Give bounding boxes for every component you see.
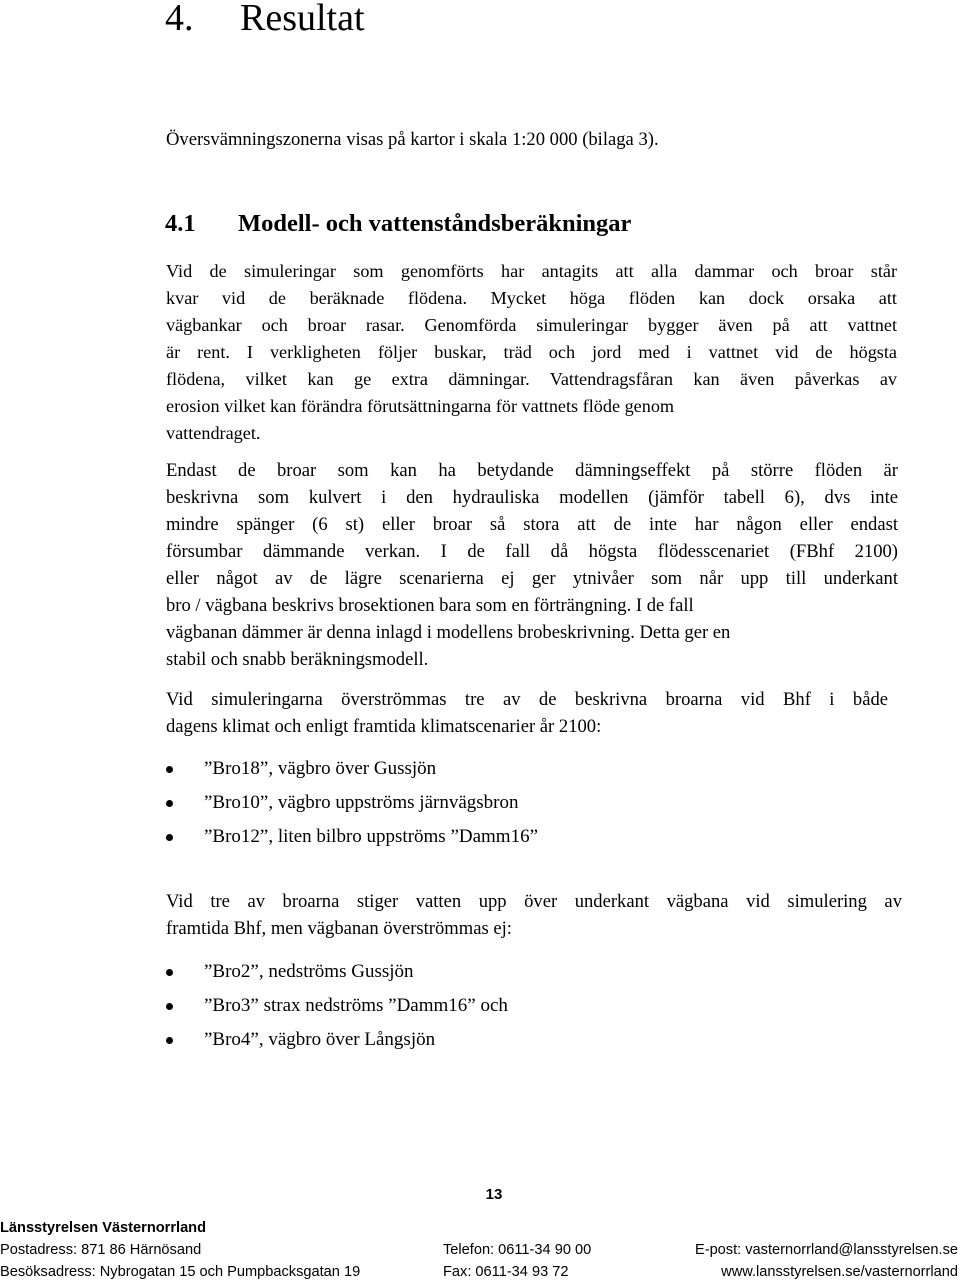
text-line: kvar vid de beräknade flödena. Mycket höga flöden kan dock orsaka att xyxy=(166,288,897,308)
list-item xyxy=(165,820,538,854)
section-heading xyxy=(165,207,631,241)
text-line: bro / vägbana beskrivs brosektionen bara som en förträngning. I de fall xyxy=(166,595,694,616)
text-line: mindre spänger (6 st) eller broar så stora att de inte har någon eller endast xyxy=(166,514,898,535)
text-line: försumbar dämmande verkan. I de fall då högsta flödesscenariet (FBhf 2100) xyxy=(166,541,898,562)
list-item-text: ”Bro10”, vägbro uppströms järnvägsbron xyxy=(204,792,519,813)
text-line: Vid de simuleringar som genomförts har antagits att alla dammar och broar står xyxy=(166,261,897,281)
chapter-number: 4. xyxy=(165,0,194,39)
list-item-text: ”Bro18”, vägbro över Gussjön xyxy=(204,758,437,779)
rising-water-bridge-list xyxy=(165,955,508,1057)
footer-organization: Länsstyrelsen Västernorrland xyxy=(0,1220,207,1236)
footer-website: www.lansstyrelsen.se/vasternorrland xyxy=(721,1264,958,1280)
text-line: är rent. I verkligheten följer buskar, träd och jord med i vattnet vid de högsta xyxy=(166,342,897,362)
bullet-icon xyxy=(166,969,173,976)
intro-paragraph: Översvämningszonerna visas på kartor i skala 1:20 000 (bilaga 3). xyxy=(166,129,659,150)
paragraph-overtopped-bridges xyxy=(166,686,888,740)
overtopped-bridge-list xyxy=(165,752,538,854)
footer-postal-address: Postadress: 871 86 Härnösand xyxy=(0,1242,202,1258)
text-line: stabil och snabb beräkningsmodell. xyxy=(166,649,429,670)
text-line: vattendraget. xyxy=(166,423,261,443)
bullet-icon xyxy=(166,1003,173,1010)
footer-phone: Telefon: 0611-34 90 00 xyxy=(443,1242,592,1258)
list-item xyxy=(165,989,508,1023)
paragraph-bridges-culverts xyxy=(166,457,898,673)
list-item xyxy=(165,786,538,820)
list-item-text: ”Bro2”, nedströms Gussjön xyxy=(204,961,414,982)
chapter-heading xyxy=(165,0,365,42)
list-item xyxy=(165,1023,508,1057)
bullet-icon xyxy=(166,1037,173,1044)
text-line: eller något av de lägre scenarierna ej ger ytnivåer som når upp till underkant xyxy=(166,568,898,589)
section-title: Modell- och vattenståndsberäkningar xyxy=(238,210,632,237)
text-line: framtida Bhf, men vägbanan överströmmas ej: xyxy=(166,918,512,939)
text-line: Vid simuleringarna överströmmas tre av de beskrivna broarna vid Bhf i både xyxy=(166,689,888,710)
text-line: vägbankar och broar rasar. Genomförda simuleringar bygger även på att vattnet xyxy=(166,315,897,335)
text-line: flödena, vilket kan ge extra dämningar. Vattendragsfåran kan även påverkas av xyxy=(166,369,897,389)
list-item-text: ”Bro3” strax nedströms ”Damm16” och xyxy=(204,995,508,1016)
bullet-icon xyxy=(166,800,173,807)
text-line: beskrivna som kulvert i den hydrauliska modellen (jämför tabell 6), dvs inte xyxy=(166,487,898,508)
list-item-text: ”Bro4”, vägbro över Långsjön xyxy=(204,1029,436,1050)
chapter-title: Resultat xyxy=(240,0,365,39)
bullet-icon xyxy=(166,834,173,841)
list-item xyxy=(165,752,538,786)
footer-email: E-post: vasternorrland@lansstyrelsen.se xyxy=(694,1242,958,1258)
text-line: vägbanan dämmer är denna inlagd i modellens brobeskrivning. Detta ger en xyxy=(166,622,731,643)
paragraph-model-assumptions xyxy=(166,258,897,447)
paragraph-rising-water xyxy=(166,888,902,942)
section-number: 4.1 xyxy=(165,210,196,237)
text-line: erosion vilket kan förändra förutsättningarna för vattnets flöde genom xyxy=(166,396,675,416)
text-line: Vid tre av broarna stiger vatten upp över underkant vägbana vid simulering av xyxy=(166,891,902,912)
list-item xyxy=(165,955,508,989)
list-item-text: ”Bro12”, liten bilbro uppströms ”Damm16” xyxy=(204,826,539,847)
footer-visiting-address: Besöksadress: Nybrogatan 15 och Pumpbacksgatan 19 xyxy=(0,1264,361,1280)
bullet-icon xyxy=(166,766,173,773)
footer-fax: Fax: 0611-34 93 72 xyxy=(443,1264,569,1280)
text-line: dagens klimat och enligt framtida klimatscenarier år 2100: xyxy=(166,716,602,737)
page-number: 13 xyxy=(485,1186,503,1203)
text-line: Endast de broar som kan ha betydande dämningseffekt på större flöden är xyxy=(166,460,898,481)
